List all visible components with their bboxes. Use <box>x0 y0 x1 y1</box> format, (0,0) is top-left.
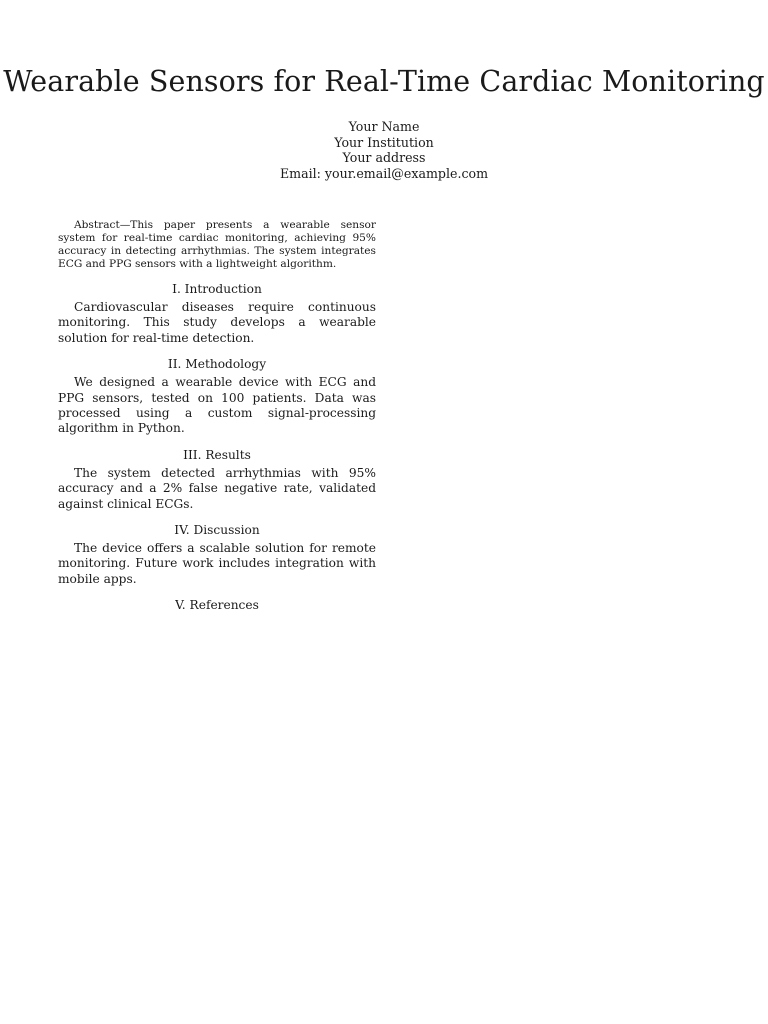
section-heading-discussion: IV. Discussion <box>174 523 260 538</box>
left-column <box>58 219 376 616</box>
section-body-introduction: Cardiovascular diseases require continuous monitoring. This study develops a wearable solution for real-time detection. <box>58 300 376 345</box>
author-address: Your address <box>342 150 426 166</box>
author-email: Email: your.email@example.com <box>279 165 489 181</box>
author-block <box>0 119 768 181</box>
paper-title: Wearable Sensors for Real-Time Cardiac Monitoring <box>3 65 765 98</box>
section-body-results: The system detected arrhythmias with 95% accuracy and a 2% false negative rate, validated against clinical ECGs. <box>58 465 376 511</box>
author-institution: Your Institution <box>334 134 434 150</box>
author-name: Your Name <box>348 119 420 134</box>
section-body-methodology: We designed a wearable device with ECG and PPG sensors, tested on 100 patients. Data was processed using a custom signal-processing algorithm in Python. <box>58 375 376 436</box>
section-body-discussion: The device offers a scalable solution for remote monitoring. Future work includes integration with mobile apps. <box>58 541 376 586</box>
section-heading-references: V. References <box>175 598 259 613</box>
section-heading-methodology: II. Methodology <box>167 357 267 372</box>
section-heading-results: III. Results <box>183 447 251 462</box>
abstract: Abstract—This paper presents a wearable sensor system for real-time cardiac monitoring, achieving 95% accuracy in detecting arrhythmias. The system integrates ECG and PPG sensors with a lightweight algorithm. <box>58 219 376 270</box>
section-heading-introduction: I. Introduction <box>172 282 262 296</box>
